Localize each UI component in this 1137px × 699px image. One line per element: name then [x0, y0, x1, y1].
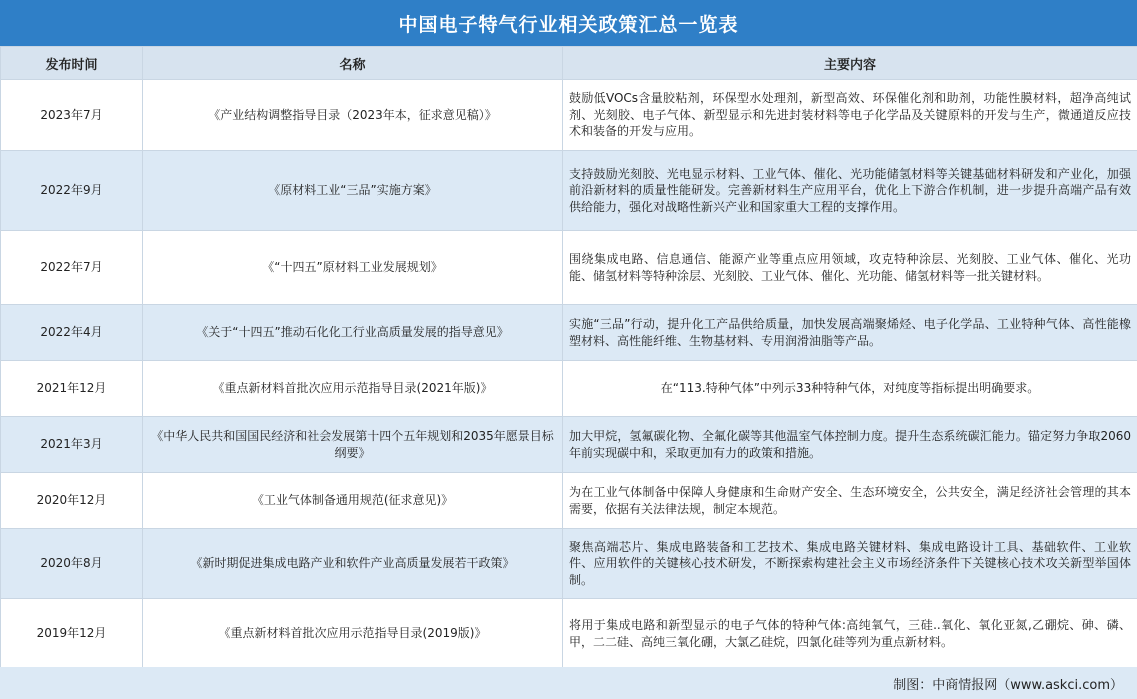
- row-content: 支持鼓励光刻胶、光电显示材料、工业气体、催化、光功能储氢材料等关键基础材料研发和产业化，加强前沿新材料的质量性能研发。完善新材料生产应用平台，优化上下游合作机制，进一步提升高端产品有效供给能力，强化对战略性新兴产业和国家重大工程的支撑作用。: [563, 151, 1137, 231]
- row-content: 聚焦高端芯片、集成电路装备和工艺技术、集成电路关键材料、集成电路设计工具、基础软件、工业软件、应用软件的关键核心技术研发，不断探索构建社会主义市场经济条件下关键核心技术攻关新型举国体制。: [563, 529, 1137, 599]
- row-content: 实施“三品”行动，提升化工产品供给质量，加快发展高端聚烯烃、电子化学品、工业特种气体、高性能橡塑材料、高性能纤维、生物基材料、专用润滑油脂等产品。: [563, 305, 1137, 361]
- row-name: 《中华人民共和国国民经济和社会发展第十四个五年规划和2035年愿景目标纲要》: [143, 417, 563, 473]
- row-name: 《原材料工业“三品”实施方案》: [143, 151, 563, 231]
- header-date: 发布时间: [1, 47, 143, 80]
- table-row: [1, 417, 1137, 473]
- row-content: 在“113.特种气体”中列示33种特种气体，对纯度等指标提出明确要求。: [563, 361, 1137, 417]
- row-content: 为在工业气体制备中保障人身健康和生命财产安全、生态环境安全，公共安全，满足经济社会管理的其本需要，依据有关法律法规，制定本规范。: [563, 473, 1137, 529]
- row-date: 2022年7月: [1, 231, 143, 305]
- table-row: [1, 305, 1137, 361]
- row-date: 2019年12月: [1, 599, 143, 669]
- page-title: 中国电子特气行业相关政策汇总一览表: [0, 0, 1137, 46]
- row-name: 《重点新材料首批次应用示范指导目录(2021年版)》: [143, 361, 563, 417]
- table-row: [1, 599, 1137, 669]
- row-name: 《关于“十四五”推动石化化工行业高质量发展的指导意见》: [143, 305, 563, 361]
- row-name: 《产业结构调整指导目录（2023年本，征求意见稿）》: [143, 80, 563, 151]
- row-date: 2023年7月: [1, 80, 143, 151]
- row-date: 2020年12月: [1, 473, 143, 529]
- row-date: 2021年12月: [1, 361, 143, 417]
- table-row: [1, 529, 1137, 599]
- row-date: 2020年8月: [1, 529, 143, 599]
- source-credit: 制图：中商情报网（www.askci.com）: [893, 677, 1123, 693]
- row-date: 2022年4月: [1, 305, 143, 361]
- row-content: 围绕集成电路、信息通信、能源产业等重点应用领域，攻克特种涂层、光刻胶、工业气体、催化、光功能、储氢材料等特种涂层、光刻胶、工业气体、催化、光功能、储氢材料等一批关键材料。: [563, 231, 1137, 305]
- table-row: [1, 473, 1137, 529]
- table-row: [1, 361, 1137, 417]
- row-content: 加大甲烷，氢氟碳化物、全氟化碳等其他温室气体控制力度。提升生态系统碳汇能力。锚定努力争取2060年前实现碳中和，采取更加有力的政策和措施。: [563, 417, 1137, 473]
- row-date: 2022年9月: [1, 151, 143, 231]
- table-row: [1, 231, 1137, 305]
- row-content: 鼓励低VOCs含量胶粘剂，环保型水处理剂，新型高效、环保催化剂和助剂，功能性膜材料，超净高纯试剂、光刻胶、电子气体、新型显示和先进封装材料等电子化学品及关键原料的开发与生产，微通道反应技术和装备的开发与应用。: [563, 80, 1137, 151]
- policy-table: [0, 46, 1137, 669]
- row-content: 将用于集成电路和新型显示的电子气体的特种气体:高纯氧气，三硅..氧化、氧化亚氮,乙硼烷、砷、磷、甲，二二硅、高纯三氧化硼，大氯乙硅烷，四氯化硅等列为重点新材料。: [563, 599, 1137, 669]
- source-footer: [0, 667, 1137, 699]
- row-name: 《重点新材料首批次应用示范指导目录(2019版)》: [143, 599, 563, 669]
- row-name: 《新时期促进集成电路产业和软件产业高质量发展若干政策》: [143, 529, 563, 599]
- row-date: 2021年3月: [1, 417, 143, 473]
- table-row: [1, 80, 1137, 151]
- table-row: [1, 151, 1137, 231]
- row-name: 《“十四五”原材料工业发展规划》: [143, 231, 563, 305]
- table-header-row: [1, 47, 1137, 80]
- header-name: 名称: [143, 47, 563, 80]
- row-name: 《工业气体制备通用规范(征求意见)》: [143, 473, 563, 529]
- header-content: 主要内容: [563, 47, 1137, 80]
